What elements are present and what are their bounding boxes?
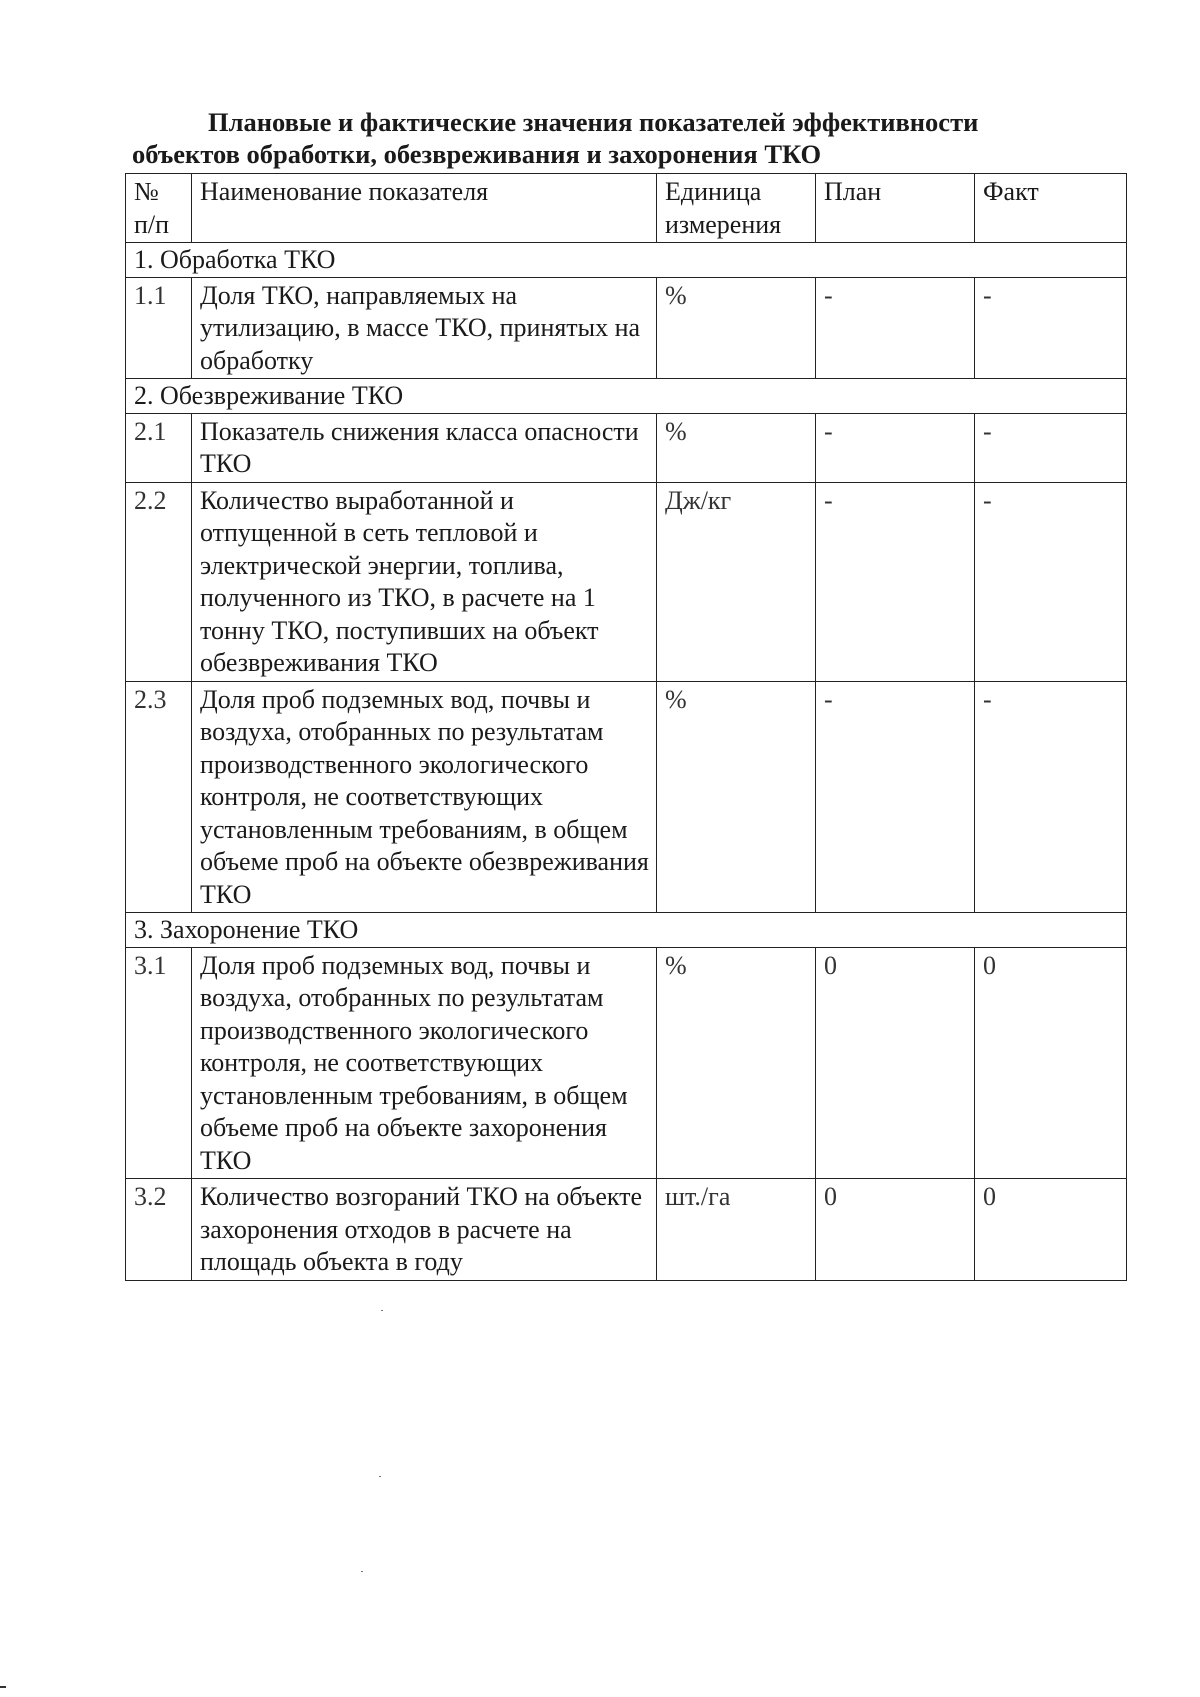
plan-cell: - xyxy=(816,277,975,379)
table-row xyxy=(126,482,1127,681)
plan-cell: 0 xyxy=(816,947,975,1179)
plan-cell: - xyxy=(816,413,975,482)
fact-cell: - xyxy=(975,277,1127,379)
section-row xyxy=(126,379,1127,414)
title-line-2: объектов обработки, обезвреживания и захоронения ТКО xyxy=(132,139,822,169)
indicator-name: Количество выработанной и отпущенной в сеть тепловой и электрической энергии, топлива, полученного из ТКО, в расчете на 1 тонну ТКО, поступивших на объект обезвреживания ТКО xyxy=(192,482,657,681)
scan-edge-mark xyxy=(0,1686,6,1688)
indicator-name: Количество возгораний ТКО на объекте захоронения отходов в расчете на площадь объекта в году xyxy=(192,1179,657,1281)
table-row xyxy=(126,681,1127,913)
header-num xyxy=(126,174,192,243)
unit-cell: шт./га xyxy=(657,1179,816,1281)
title-line-1: Плановые и фактические значения показателей эффективности xyxy=(208,107,979,137)
fact-cell: - xyxy=(975,482,1127,681)
section-row xyxy=(126,243,1127,278)
section-title: 3. Захоронение ТКО xyxy=(126,913,1127,948)
section-title: 1. Обработка ТКО xyxy=(126,243,1127,278)
table-row xyxy=(126,277,1127,379)
row-number: 1.1 xyxy=(126,277,192,379)
row-number: 2.1 xyxy=(126,413,192,482)
fact-cell: - xyxy=(975,413,1127,482)
header-row xyxy=(126,174,1127,243)
header-unit xyxy=(657,174,816,243)
indicator-name: Доля проб подземных вод, почвы и воздуха, отобранных по результатам производственного экологического контроля, не соответствующих установленным требованиям, в общем объеме проб на объекте обезвреживания ТКО xyxy=(192,681,657,913)
header-fact: Факт xyxy=(975,174,1127,243)
fact-cell: 0 xyxy=(975,1179,1127,1281)
plan-cell: - xyxy=(816,681,975,913)
scan-speck xyxy=(381,1310,383,1311)
unit-cell: Дж/кг xyxy=(657,482,816,681)
unit-cell: % xyxy=(657,681,816,913)
plan-cell: - xyxy=(816,482,975,681)
section-row xyxy=(126,913,1127,948)
header-name: Наименование показателя xyxy=(192,174,657,243)
indicators-table xyxy=(125,173,1127,1281)
header-num-line-2: п/п xyxy=(134,209,170,239)
scan-speck xyxy=(379,1476,381,1477)
row-number: 2.3 xyxy=(126,681,192,913)
fact-cell: - xyxy=(975,681,1127,913)
unit-cell: % xyxy=(657,277,816,379)
table-row xyxy=(126,413,1127,482)
indicator-name: Показатель снижения класса опасности ТКО xyxy=(192,413,657,482)
document-title xyxy=(132,106,1032,170)
unit-cell: % xyxy=(657,947,816,1179)
table-row xyxy=(126,1179,1127,1281)
unit-cell: % xyxy=(657,413,816,482)
header-unit-line-1: Единица xyxy=(665,177,762,206)
row-number: 3.1 xyxy=(126,947,192,1179)
header-num-line-1: № xyxy=(134,177,159,206)
row-number: 3.2 xyxy=(126,1179,192,1281)
table-row xyxy=(126,947,1127,1179)
plan-cell: 0 xyxy=(816,1179,975,1281)
header-unit-line-2: измерения xyxy=(665,209,782,239)
row-number: 2.2 xyxy=(126,482,192,681)
indicator-name: Доля ТКО, направляемых на утилизацию, в массе ТКО, принятых на обработку xyxy=(192,277,657,379)
scan-speck xyxy=(361,1571,363,1572)
section-title: 2. Обезвреживание ТКО xyxy=(126,379,1127,414)
fact-cell: 0 xyxy=(975,947,1127,1179)
indicator-name: Доля проб подземных вод, почвы и воздуха, отобранных по результатам производственного экологического контроля, не соответствующих установленным требованиям, в общем объеме проб на объекте захоронения ТКО xyxy=(192,947,657,1179)
header-plan: План xyxy=(816,174,975,243)
